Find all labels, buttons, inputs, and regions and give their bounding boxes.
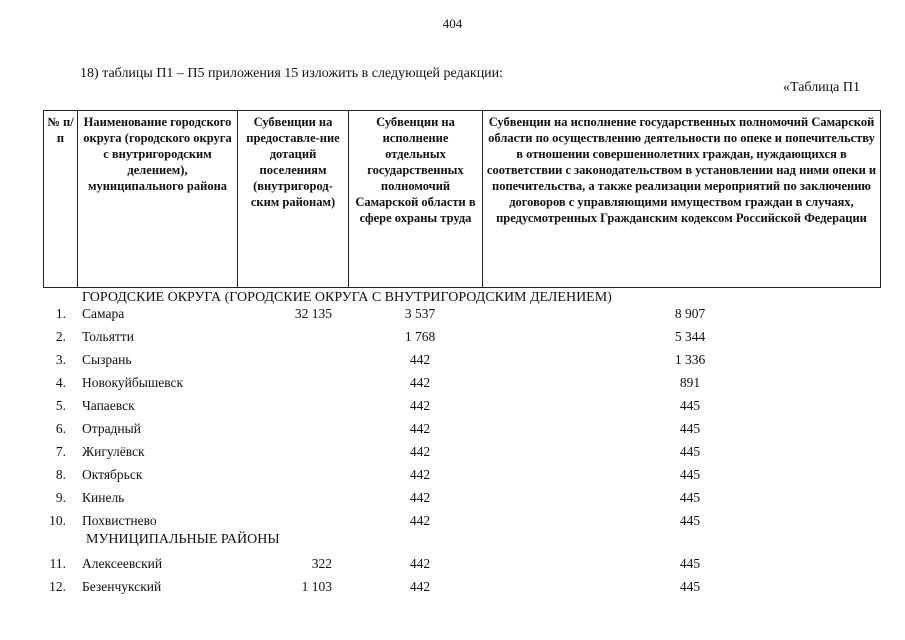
header-num: № п/п bbox=[44, 111, 78, 288]
row-labor: 442 bbox=[409, 467, 431, 482]
table-row bbox=[0, 375, 905, 397]
table-row bbox=[0, 556, 905, 578]
table-row bbox=[0, 421, 905, 443]
row-labor: 442 bbox=[409, 556, 431, 571]
row-number: 3. bbox=[55, 352, 66, 367]
page-number: 404 bbox=[442, 16, 463, 31]
row-name: Жигулёвск bbox=[82, 444, 145, 459]
table-row bbox=[0, 444, 905, 466]
row-number: 10. bbox=[49, 513, 66, 528]
row-labor: 442 bbox=[409, 490, 431, 505]
row-guardianship: 445 bbox=[679, 490, 701, 505]
row-labor: 442 bbox=[409, 513, 431, 528]
row-guardianship: 5 344 bbox=[674, 329, 706, 344]
row-number: 5. bbox=[55, 398, 66, 413]
table-header bbox=[43, 110, 881, 288]
row-name: Чапаевск bbox=[82, 398, 135, 413]
row-name: Алексеевский bbox=[82, 556, 163, 571]
row-number: 12. bbox=[49, 579, 66, 594]
row-dotation: 32 135 bbox=[294, 306, 332, 321]
table-row bbox=[0, 306, 905, 328]
header-name: Наименование городского округа (городского округа с внутригородским делением), муниципального района bbox=[78, 111, 238, 288]
table-row bbox=[0, 467, 905, 489]
table-row bbox=[0, 329, 905, 351]
header-guardianship: Субвенции на исполнение государственных полномочий Самарской области по осуществлению деятельности по опеке и попечительству в отношении совершеннолетних граждан, нуждающихся в соответствии с законодательством в установлении над ними опеки и попечительства, а также реализации мероприятий по заключению договоров с управляющими имуществом граждан в случаях, предусмотренных Гражданским кодексом Российской Федерации bbox=[483, 111, 881, 288]
row-labor: 442 bbox=[409, 398, 431, 413]
row-name: Похвистнево bbox=[82, 513, 157, 528]
table-row bbox=[0, 490, 905, 512]
row-guardianship: 445 bbox=[679, 467, 701, 482]
table-row bbox=[0, 513, 905, 535]
row-name: Новокуйбышевск bbox=[82, 375, 184, 390]
row-number: 4. bbox=[55, 375, 66, 390]
row-number: 8. bbox=[55, 467, 66, 482]
row-labor: 442 bbox=[409, 444, 431, 459]
row-guardianship: 1 336 bbox=[674, 352, 706, 367]
row-labor: 442 bbox=[409, 352, 431, 367]
table-row bbox=[0, 579, 905, 601]
row-labor: 442 bbox=[409, 421, 431, 436]
row-name: Октябрьск bbox=[82, 467, 143, 482]
row-dotation: 1 103 bbox=[301, 579, 332, 594]
row-number: 11. bbox=[49, 556, 66, 571]
row-number: 6. bbox=[55, 421, 66, 436]
row-guardianship: 445 bbox=[679, 513, 701, 528]
table-row bbox=[0, 352, 905, 374]
row-number: 1. bbox=[55, 306, 66, 321]
row-guardianship: 445 bbox=[679, 579, 701, 594]
section-municipal-districts: МУНИЦИПАЛЬНЫЕ РАЙОНЫ bbox=[86, 532, 280, 547]
row-guardianship: 445 bbox=[679, 398, 701, 413]
row-labor: 3 537 bbox=[404, 306, 436, 321]
row-guardianship: 445 bbox=[679, 556, 701, 571]
row-number: 9. bbox=[55, 490, 66, 505]
row-labor: 442 bbox=[409, 579, 431, 594]
table-row bbox=[0, 398, 905, 420]
table-title: «Таблица П1 bbox=[783, 80, 860, 95]
row-labor: 1 768 bbox=[404, 329, 436, 344]
row-guardianship: 8 907 bbox=[674, 306, 706, 321]
row-labor: 442 bbox=[409, 375, 431, 390]
row-dotation: 322 bbox=[311, 556, 332, 571]
row-guardianship: 891 bbox=[679, 375, 701, 390]
row-name: Самара bbox=[82, 306, 125, 321]
row-name: Безенчукский bbox=[82, 579, 162, 594]
row-name: Кинель bbox=[82, 490, 125, 505]
intro-text: 18) таблицы П1 – П5 приложения 15 изложить в следующей редакции: bbox=[80, 66, 504, 81]
row-guardianship: 445 bbox=[679, 444, 701, 459]
row-number: 7. bbox=[55, 444, 66, 459]
section-city-districts: ГОРОДСКИЕ ОКРУГА (ГОРОДСКИЕ ОКРУГА С ВНУТРИГОРОДСКИМ ДЕЛЕНИЕМ) bbox=[82, 290, 612, 305]
header-dotation: Субвенции на предоставле-ние дотаций поселениям (внутригород-ским районам) bbox=[238, 111, 349, 288]
row-number: 2. bbox=[55, 329, 66, 344]
row-name: Тольятти bbox=[82, 329, 134, 344]
header-labor: Субвенции на исполнение отдельных государственных полномочий Самарской области в сфере охраны труда bbox=[349, 111, 483, 288]
row-name: Сызрань bbox=[82, 352, 132, 367]
row-guardianship: 445 bbox=[679, 421, 701, 436]
row-name: Отрадный bbox=[82, 421, 141, 436]
